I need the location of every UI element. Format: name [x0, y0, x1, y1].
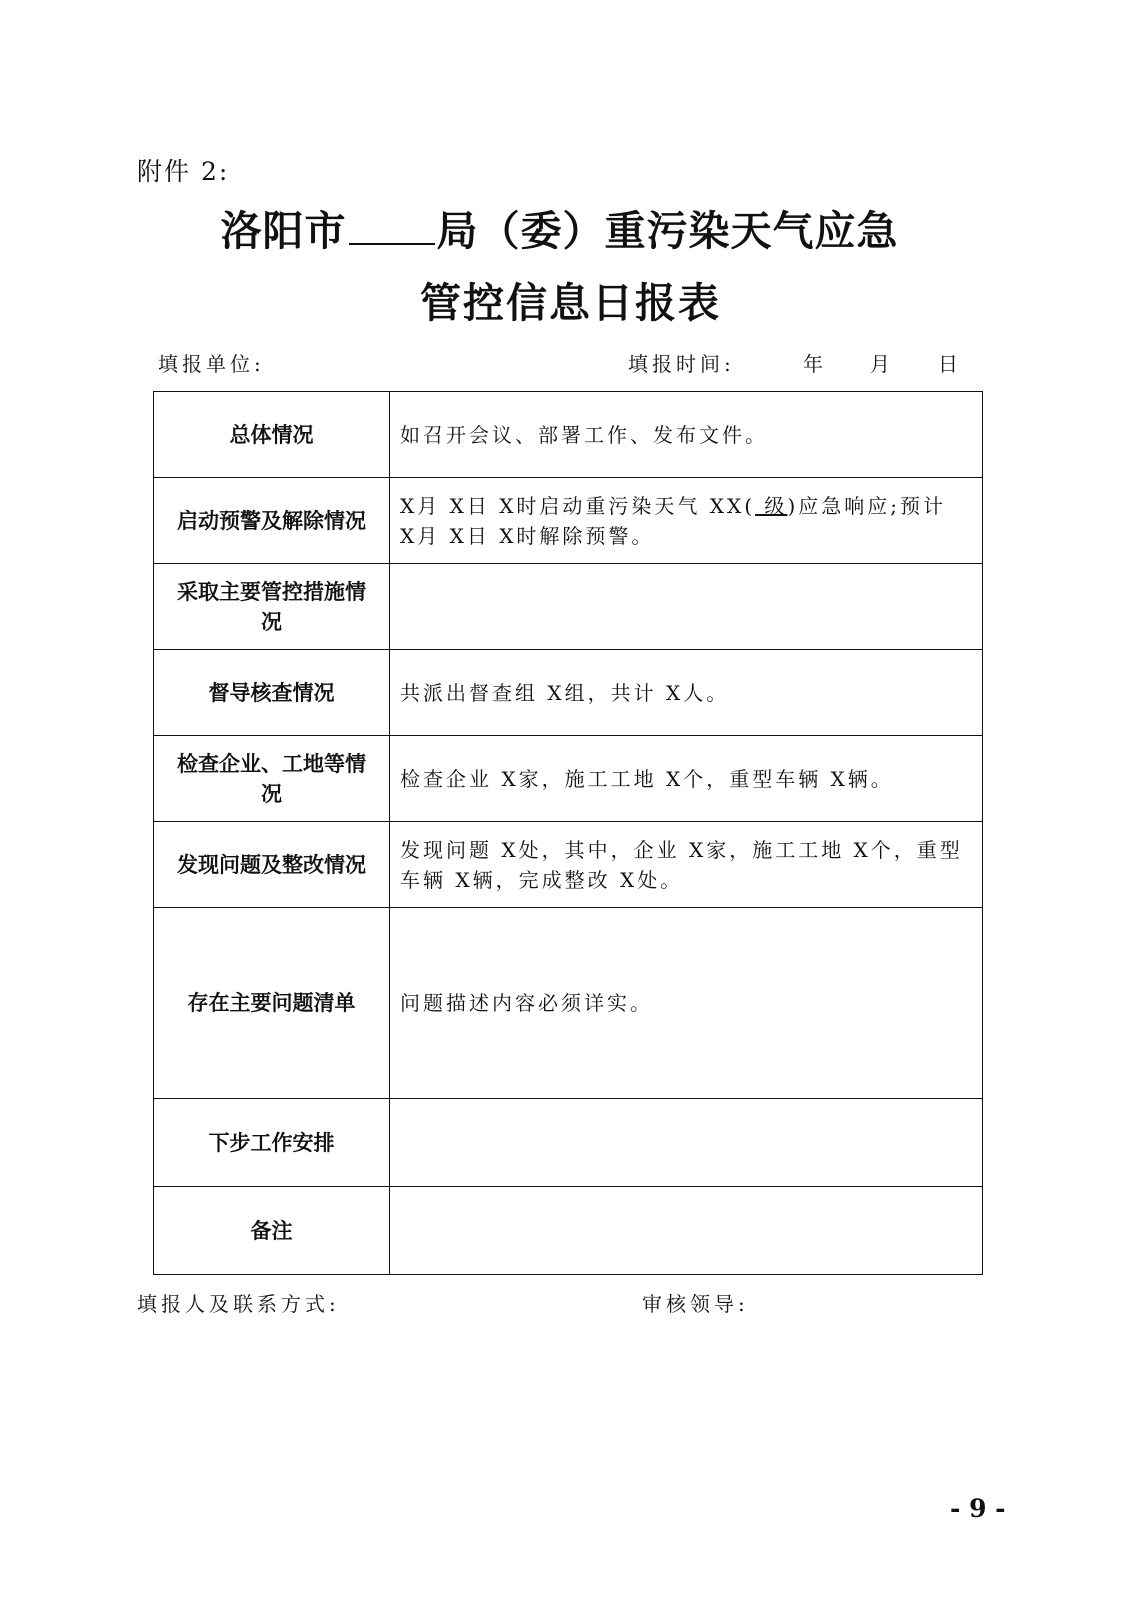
row-content[interactable] — [390, 564, 983, 650]
report-table — [153, 391, 983, 1275]
row-label: 备注 — [154, 1187, 390, 1275]
table-row — [154, 908, 983, 1099]
row-label: 存在主要问题清单 — [154, 908, 390, 1099]
row-content[interactable]: 问题描述内容必须详实。 — [390, 908, 983, 1099]
content-text: )应急响应;预计 X月 X日 X时解除预警。 — [400, 493, 946, 548]
title-rest: 局（委）重污染天气应急 — [436, 207, 899, 255]
row-label: 启动预警及解除情况 — [154, 478, 390, 564]
fill-unit-label: 填报单位: — [158, 352, 265, 376]
reviewer-label: 审核领导: — [642, 1292, 749, 1316]
table-row — [154, 650, 983, 736]
document-title-line1 — [0, 198, 1125, 257]
table-row — [154, 1187, 983, 1275]
table-row — [154, 736, 983, 822]
title-blank-underline — [349, 209, 435, 245]
table-row — [154, 392, 983, 478]
row-label: 采取主要管控措施情况 — [154, 564, 390, 650]
year-label: 年 — [803, 352, 823, 376]
reporter-contact-label: 填报人及联系方式: — [137, 1292, 340, 1316]
row-content[interactable]: 检查企业 X家，施工工地 X个，重型车辆 X辆。 — [390, 736, 983, 822]
row-content[interactable]: 发现问题 X处，其中，企业 X家，施工工地 X个，重型车辆 X辆，完成整改 X处。 — [390, 822, 983, 908]
row-content[interactable] — [390, 478, 983, 564]
row-label: 下步工作安排 — [154, 1099, 390, 1187]
row-label: 总体情况 — [154, 392, 390, 478]
attachment-label: 附件 2: — [137, 157, 230, 186]
table-row — [154, 1099, 983, 1187]
fill-time-label: 填报时间: — [628, 352, 735, 376]
row-label: 发现问题及整改情况 — [154, 822, 390, 908]
level-underline-text: 级 — [755, 493, 788, 518]
row-label: 检查企业、工地等情况 — [154, 736, 390, 822]
page-number: - 9 - — [950, 1494, 1006, 1523]
row-label: 督导核查情况 — [154, 650, 390, 736]
month-label: 月 — [870, 352, 890, 376]
row-content[interactable]: 共派出督查组 X组，共计 X人。 — [390, 650, 983, 736]
row-content[interactable] — [390, 1187, 983, 1275]
table-row — [154, 478, 983, 564]
content-text: X月 X日 X时启动重污染天气 XX( — [400, 493, 756, 518]
table-row — [154, 564, 983, 650]
day-label: 日 — [938, 352, 958, 376]
row-content[interactable] — [390, 1099, 983, 1187]
table-row — [154, 822, 983, 908]
row-content[interactable]: 如召开会议、部署工作、发布文件。 — [390, 392, 983, 478]
title-city: 洛阳市 — [220, 207, 347, 255]
document-title-line2: 管控信息日报表 — [420, 279, 721, 327]
